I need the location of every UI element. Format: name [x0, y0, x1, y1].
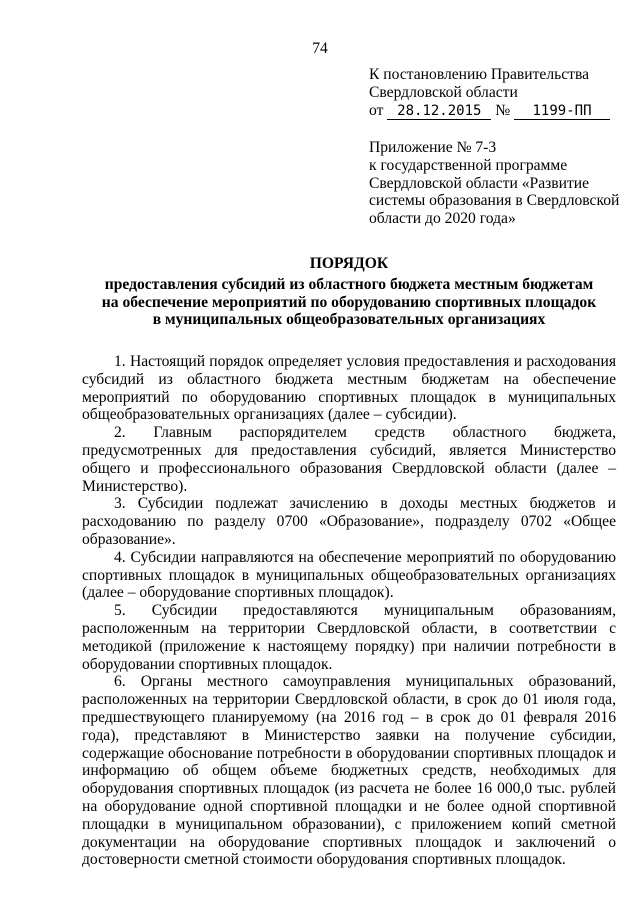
document-title: ПОРЯДОК [309, 255, 389, 272]
paragraph-3: 3. Субсидии подлежат зачислению в доходы местных бюджетов и расходованию по разделу 0700 «Образование», подразделу 0702 «Общее образование». [82, 495, 616, 548]
document-subtitle-line-2: на обеспечение мероприятий по оборудованию спортивных площадок [101, 293, 597, 311]
appendix-line-3: Свердловской области «Развитие [369, 174, 590, 192]
decree-date: 28.12.2015 [387, 104, 491, 120]
document-subtitle-line-3: в муниципальных общеобразовательных организациях [152, 311, 546, 329]
document-body [82, 353, 616, 869]
paragraph-2: 2. Главным распорядителем средств областного бюджета, предусмотренных для предоставления субсидий, является Министерство общего и профессионального образования Свердловской области (далее – Министерство). [82, 424, 616, 495]
page-number: 74 [312, 40, 328, 57]
appendix-line-1: Приложение № 7-3 [369, 139, 497, 156]
document-title-block [82, 255, 616, 329]
document-subtitle-line-1: предоставления субсидий из областного бюджета местным бюджетам [104, 275, 594, 293]
paragraph-4: 4. Субсидии направляются на обеспечение мероприятий по оборудованию спортивных площадок в муниципальных общеобразовательных организациях (далее – оборудование спортивных площадок). [82, 548, 616, 602]
paragraph-1: 1. Настоящий порядок определяет условия предоставления и расходования субсидий из областного бюджета местным бюджетам на обеспечение мероприятий по оборудованию спортивных площадок в муниципальных общеобразовательных организациях (далее – субсидии). [82, 353, 616, 424]
decree-date-number-line [369, 102, 629, 120]
appendix-line-5: области до 2020 года» [369, 210, 516, 228]
paragraph-5: 5. Субсидии предоставляются муниципальным образованиям, расположенным на территории Свердловской области, в соответствии с методикой (приложение к настоящему порядку) при наличии потребности в оборудовании спортивных площадок. [82, 602, 616, 673]
appendix-reference [369, 139, 631, 228]
decree-reference [369, 66, 629, 120]
decree-number: 1199-ПП [514, 104, 610, 120]
appendix-line-4: системы образования в Свердловской [369, 192, 620, 210]
appendix-line-2: к государственной программе [369, 156, 568, 174]
paragraph-6: 6. Органы местного самоуправления муниципальных образований, расположенных на территории Свердловской области, в срок до 01 июля года, предшествующего планируемому (на 2016 год – в срок до 01 февраля 2016 года), представляют в Министерство заявки на получение субсидии, содержащие обоснование потребности в оборудовании спортивных площадок и информацию об общем объеме бюджетных средств, необходимых для оборудования спортивных площадок (из расчета не более 16 000,0 тыс. рублей на оборудование одной спортивной площадки и не более одной спортивной площадки в муниципальном образовании), с приложением копий сметной документации на оборудование спортивных площадок и заключений о достоверности сметной стоимости оборудования спортивных площадок. [82, 673, 616, 869]
decree-line-2: Свердловской области [369, 83, 518, 101]
decree-line-1: К постановлению Правительства [369, 66, 590, 83]
decree-number-prefix: № [495, 101, 511, 119]
decree-from-prefix: от [369, 101, 384, 119]
